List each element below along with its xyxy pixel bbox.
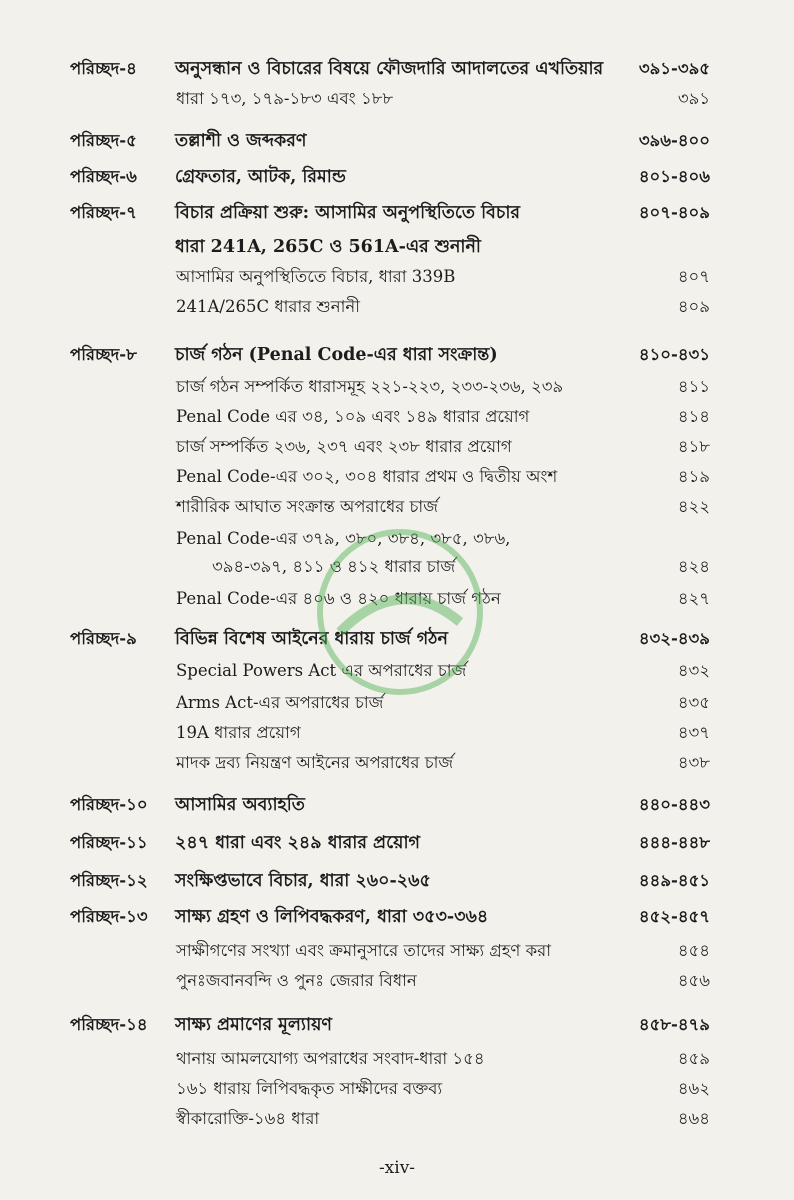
- chapter-label: পরিচ্ছদ-৫: [70, 131, 137, 150]
- subentry-page: ৪১৯: [677, 467, 710, 486]
- toc-subentry: [0, 84, 794, 114]
- chapter-title: ২৪৭ ধারা এবং ২৪৯ ধারার প্রয়োগ: [175, 833, 420, 853]
- chapter-title: সাক্ষ্য প্রমাণের মূল্যায়ণ: [175, 1015, 332, 1035]
- subentry-text: Penal Code-এর ৩৭৯, ৩৮০, ৩৮৪, ৩৮৫, ৩৮৬,: [176, 529, 511, 548]
- chapter-title: সংক্ষিপ্তভাবে বিচার, ধারা ২৬০-২৬৫: [175, 871, 431, 891]
- chapter-label: পরিচ্ছদ-৮: [70, 345, 137, 364]
- subentry-page: ৪০৭: [677, 267, 710, 286]
- toc-entry: [0, 340, 794, 370]
- subentry-page: ৪২৪: [677, 557, 710, 576]
- subentry-text: Arms Act-এর অপরাধের চার্জ: [176, 693, 384, 712]
- page-range: ৪৫২-৪৫৭: [638, 907, 710, 926]
- toc-subentry: [0, 372, 794, 402]
- toc-entry: [0, 126, 794, 156]
- chapter-label: পরিচ্ছদ-১১: [70, 833, 148, 852]
- subentry-page: ৪৩৫: [677, 693, 710, 712]
- chapter-label: পরিচ্ছদ-১০: [70, 795, 148, 814]
- toc-entry: [0, 198, 794, 228]
- chapter-title: অনুসন্ধান ও বিচারের বিষয়ে ফৌজদারি আদালতের এখতিয়ার: [175, 59, 604, 79]
- subentry-text: Penal Code-এর ৩০২, ৩০৪ ধারার প্রথম ও দ্বিতীয় অংশ: [176, 467, 558, 486]
- page-range: ৪০১-৪০৬: [638, 167, 710, 186]
- subentry-text: 19A ধারার প্রয়োগ: [176, 723, 301, 742]
- chapter-label: পরিচ্ছদ-১২: [70, 871, 148, 890]
- subentry-text: Penal Code এর ৩৪, ১০৯ এবং ১৪৯ ধারার প্রয়োগ: [176, 407, 530, 426]
- toc-subentry: [0, 1044, 794, 1074]
- chapter-label: পরিচ্ছদ-১৩: [70, 907, 148, 926]
- subentry-page: ৪১৪: [677, 407, 710, 426]
- toc-subentry: [0, 748, 794, 778]
- subentry-page: ৪৫৬: [677, 971, 710, 990]
- chapter-label: পরিচ্ছদ-৭: [70, 203, 137, 222]
- chapter-title: চার্জ গঠন (Penal Code-এর ধারা সংক্রান্ত): [175, 345, 498, 365]
- page-range: ৩৯৬-৪০০: [638, 131, 710, 150]
- subentry-text: ৩৯৪-৩৯৭, ৪১১ ও ৪১২ ধারার চার্জ: [212, 557, 456, 576]
- chapter-title: সাক্ষ্য গ্রহণ ও লিপিবদ্ধকরণ, ধারা ৩৫৩-৩৬৪: [175, 907, 489, 927]
- toc-entry: [0, 790, 794, 820]
- chapter-title: বিচার প্রক্রিয়া শুরু: আসামির অনুপস্থিতিতে বিচার: [175, 203, 521, 223]
- subentry-text: শারীরিক আঘাত সংক্রান্ত অপরাধের চার্জ: [176, 497, 438, 516]
- toc-subentry: [0, 936, 794, 966]
- chapter-label: পরিচ্ছদ-৪: [70, 59, 137, 78]
- watermark-ring: [320, 532, 480, 692]
- subentry-page: ৪৩৮: [677, 753, 710, 772]
- subentry-page: ৪১১: [677, 377, 710, 396]
- page-number: -xiv-: [378, 1158, 416, 1178]
- subentry-page: ৪২৭: [677, 589, 710, 608]
- toc-entry-continued: [0, 232, 794, 262]
- chapter-label: পরিচ্ছদ-৯: [70, 629, 137, 648]
- chapter-label: পরিচ্ছদ-১৪: [70, 1015, 148, 1034]
- subentry-text: ধারা ১৭৩, ১৭৯-১৮৩ এবং ১৮৮: [176, 89, 394, 108]
- page-range: ৪৪০-৪৪৩: [638, 795, 710, 814]
- page-range: ৪৫৮-৪৭৯: [638, 1015, 710, 1034]
- page-range: ৪৪৪-৪৪৮: [638, 833, 710, 852]
- subentry-text: স্বীকারোক্তি-১৬৪ ধারা: [176, 1109, 320, 1128]
- subentry-text: চার্জ গঠন সম্পর্কিত ধারাসমূহ ২২১-২২৩, ২৩৩-২৩৬, ২৩৯: [176, 377, 564, 396]
- toc-entry: [0, 866, 794, 896]
- subentry-page: ৪৩২: [677, 661, 710, 680]
- subentry-page: ৪৬২: [677, 1079, 710, 1098]
- chapter-title: আসামির অব্যাহতি: [175, 795, 305, 815]
- page-range: ৪১০-৪৩১: [638, 345, 710, 364]
- subentry-page: ৪৫৯: [677, 1049, 710, 1068]
- toc-entry: [0, 1010, 794, 1040]
- chapter-label: পরিচ্ছদ-৬: [70, 167, 137, 186]
- subentry-text: Penal Code-এর ৪০৬ ও ৪২০ ধারায় চার্জ গঠন: [176, 589, 501, 608]
- subentry-text: পুনঃজবানবন্দি ও পুনঃ জেরার বিধান: [176, 971, 417, 990]
- chapter-title: গ্রেফতার, আটক, রিমান্ড: [175, 167, 346, 187]
- subentry-text: চার্জ সম্পর্কিত ২৩৬, ২৩৭ এবং ২৩৮ ধারার প্রয়োগ: [176, 437, 512, 456]
- toc-entry: [0, 162, 794, 192]
- toc-entry: [0, 902, 794, 932]
- subentry-page: ৪০৯: [677, 297, 710, 316]
- chapter-title-line2: ধারা 241A, 265C ও 561A-এর শুনানী: [175, 237, 481, 257]
- subentry-text: মাদক দ্রব্য নিয়ন্ত্রণ আইনের অপরাধের চার্জ: [176, 753, 454, 772]
- subentry-page: ৪৫৪: [677, 941, 710, 960]
- subentry-page: ৪৩৭: [677, 723, 710, 742]
- toc-entry: [0, 828, 794, 858]
- subentry-text: Special Powers Act এর অপরাধের চার্জ: [176, 661, 467, 680]
- subentry-text: থানায় আমলযোগ্য অপরাধের সংবাদ-ধারা ১৫৪: [176, 1049, 485, 1068]
- subentry-text: আসামির অনুপস্থিতিতে বিচার, ধারা 339B: [176, 267, 456, 286]
- watermark-logo: [300, 512, 500, 712]
- subentry-page: ৪৬৪: [677, 1109, 710, 1128]
- subentry-page: ৪২২: [677, 497, 710, 516]
- watermark-swoosh: [340, 599, 460, 632]
- toc-subentry: [0, 966, 794, 996]
- toc-subentry: [0, 1104, 794, 1134]
- toc-subentry: [0, 402, 794, 432]
- toc-subentry: [0, 718, 794, 748]
- chapter-title: বিভিন্ন বিশেষ আইনের ধারায় চার্জ গঠন: [175, 629, 448, 649]
- toc-subentry: [0, 292, 794, 322]
- page-range: ৪০৭-৪০৯: [638, 203, 710, 222]
- toc-subentry: [0, 462, 794, 492]
- chapter-title: তল্লাশী ও জব্দকরণ: [175, 131, 307, 151]
- subentry-text: সাক্ষীগণের সংখ্যা এবং ক্রমানুসারে তাদের সাক্ষ্য গ্রহণ করা: [176, 941, 551, 960]
- toc-subentry: [0, 1074, 794, 1104]
- subentry-text: 241A/265C ধারার শুনানী: [176, 297, 360, 316]
- subentry-page: ৩৯১: [677, 89, 710, 108]
- toc-subentry: [0, 432, 794, 462]
- toc-entry: [0, 54, 794, 84]
- subentry-text: ১৬১ ধারায় লিপিবদ্ধকৃত সাক্ষীদের বক্তব্য: [176, 1079, 443, 1098]
- subentry-page: ৪১৮: [677, 437, 710, 456]
- page-range: ৪৩২-৪৩৯: [638, 629, 710, 648]
- page-range: ৩৯১-৩৯৫: [638, 59, 710, 78]
- toc-subentry: [0, 262, 794, 292]
- page-range: ৪৪৯-৪৫১: [638, 871, 710, 890]
